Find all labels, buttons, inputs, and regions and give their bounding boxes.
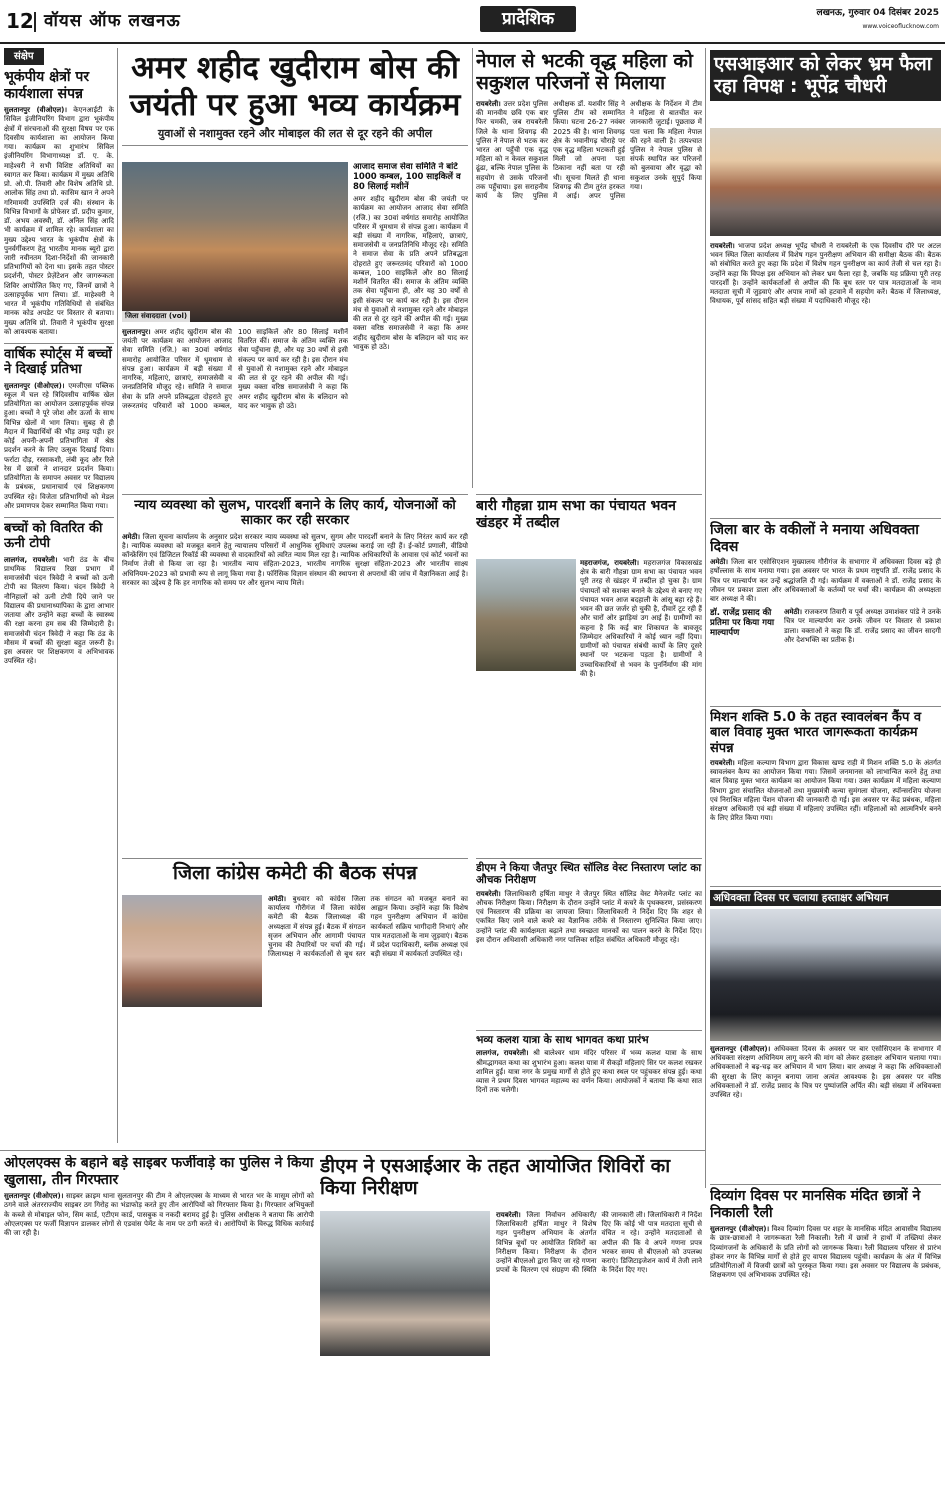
solid-waste-headline: डीएम ने किया जैतपुर स्थित सॉलिड वेस्ट निस्तारण प्लांट का औचक निरीक्षण [476, 862, 702, 887]
dm-sir-photo [320, 1211, 490, 1356]
lawyers-day-sub-body [784, 608, 941, 645]
congress-dateline: अमेठी। [268, 895, 287, 903]
mission-headline: मिशन शक्ति 5.0 के तहत स्वावलंबन कैंप व बाल विवाह मुक्त भारत जागरूकता कार्यक्रम संपन्न [710, 710, 922, 756]
gauhanna-body [580, 559, 702, 852]
column-rule [117, 48, 118, 1143]
brief-column [4, 48, 114, 1143]
nepal-body [476, 100, 702, 470]
sir-body [710, 242, 941, 512]
lawyers-day-text: जिला बार एसोसिएशन मुख्यालय गौरीगंज के सभागार में अधिवक्ता दिवस बड़े ही हर्षोल्लास के साथ मनाया गया। इस अवसर पर भारत के प्रथम राष्ट्रपति डॉ. राजेंद्र प्रसाद के चित्र पर माल्यार्पण कर उन्हें श्रद्धांजलि दी गई। कार्यक्रम में वक्ताओं ने डॉ. राजेंद्र प्रसाद के जीवन पर प्रकाश डाला और अधिवक्ताओं के कर्तव्यों पर चर्चा की। कार्यक्रम की अध्यक्षता बार अध्यक्ष ने की। [710, 558, 941, 603]
lead-dateline: सुलतानपुर। [122, 328, 151, 336]
cyber-body [4, 1192, 314, 1238]
congress-headline: जिला कांग्रेस कमेटी की बैठक संपन्न [173, 862, 417, 884]
congress-body [268, 895, 468, 1146]
cyber-text: साइबर क्राइम थाना सुलतानपुर की टीम ने ओएलएक्स के माध्यम से भारत भर के मासूम लोगों को ठगने वाले अंतरराज्यीय साइबर ठग गिरोह का भंडाफोड़ करते हुए तीन आरोपियों को गिरफ्तार किया है। गिरफ्तार अभियुक्तों के कब्जे से मोबाइल फोन, सिम कार्ड, एटीएम कार्ड, पासबुक व नकदी बरामद हुई है। पुलिस अधीक्षक ने बताया कि आरोपी ओएलएक्स पर फर्जी विज्ञापन डालकर लोगों से एडवांस पेमेंट के नाम पर ठगी करते थे। आरोपियों के विरुद्ध विधिक कार्रवाई की जा रही है। [4, 1192, 314, 1237]
dm-sir-story [320, 1155, 702, 1495]
nepal-story [476, 50, 702, 490]
lead-body [122, 328, 348, 490]
kalash-dateline: लालगंज, रायबरेली। [476, 1049, 529, 1058]
congress-story [122, 858, 468, 1146]
cyber-dateline: सुलतानपुर (वीओएल)। [4, 1192, 64, 1201]
dm-sir-headline: डीएम ने एसआईआर के तहत आयोजित शिविरों का किया निरीक्षण [320, 1155, 671, 1200]
lawyers-day-story [710, 518, 941, 703]
gauhanna-story [476, 494, 702, 852]
column-rule [705, 48, 706, 1188]
sir-text: भाजपा प्रदेश अध्यक्ष भूपेंद्र चौधरी ने रायबरेली के एक दिवसीय दौरे पर अटल भवन स्थित जिला कार्यालय में विशेष गहन पुनरीक्षण अभियान की समीक्षा बैठक की। बैठक को संबोधित करते हुए कहा कि प्रदेश में विशेष गहन पुनरीक्षण का कार्य तेजी से चल रहा है। उन्होंने कहा कि विपक्ष इस अभियान को लेकर भ्रम फैला रहा है, जबकि यह प्रक्रिया पूरी तरह पारदर्शी है। उन्होंने कार्यकर्ताओं से अपील की कि बूथ स्तर पर पात्र मतदाताओं के नाम मतदाता सूची में जुड़वाएं और अपात्र नामों को हटवाने में सहयोग करें। बैठक में जिलाध्यक्ष, विधायक, पूर्व सांसद सहित बड़ी संख्या में पदाधिकारी मौजूद रहे। [710, 242, 941, 306]
kalash-headline: भव्य कलश यात्रा के साथ भागवत कथा प्रारंभ [476, 1034, 649, 1046]
cyber-headline: ओएलएक्स के बहाने बड़े साइबर फर्जीवाड़े का पुलिस ने किया खुलासा, तीन गिरफ्तार [4, 1155, 314, 1188]
dm-sir-body [496, 1211, 702, 1495]
lead-story [122, 50, 468, 490]
brief-3-headline: बच्चों को वितरित की ऊनी टोपी [4, 517, 114, 552]
divyang-story [710, 1184, 941, 1496]
nyay-body [122, 533, 468, 588]
lawyers-day-headline: जिला बार के वकीलों ने मनाया अधिवक्ता दिवस [710, 522, 919, 555]
lead-photo [122, 162, 348, 322]
dm-sir-text: जिला निर्वाचन अधिकारी/जिलाधिकारी हर्षिता माथुर ने विशेष गहन पुनरीक्षण अभियान के अंतर्गत विभिन्न बूथों पर आयोजित शिविरों का निरीक्षण किया। निरीक्षण के दौरान उन्होंने बीएलओ द्वारा किए जा रहे गणना प्रपत्रों के वितरण एवं संग्रहण की स्थिति की जानकारी ली। जिलाधिकारी ने निर्देश दिए कि कोई भी पात्र मतदाता सूची से वंचित न रहे। उन्होंने मतदाताओं से अपील की कि वे अपने गणना प्रपत्र भरकर समय से बीएलओ को उपलब्ध कराएं। डिजिटाइजेशन कार्य में तेजी लाने के निर्देश दिए गए। [496, 1211, 702, 1275]
lawyers-day-sub-dateline: अमेठी। [784, 608, 803, 617]
brief-3-text: भारी ठंड के बीच प्राथमिक विद्यालय रिछा प्रभाग में समाजसेवी चंदन त्रिवेदी ने बच्चों को ऊनी टोपी का वितरण किया। चंदन त्रिवेदी ने नौनिहालों को ऊनी टोपी दिये जाने पर विद्यालय की प्रधानाध्यापिका के द्वारा आभार जताया और उन्होंने कहा बच्चों के स्वास्थ्य की रक्षा करना हम सब की जिम्मेदारी है। समाजसेवी चंदन त्रिवेदी ने कहा कि ठंड के मौसम में बच्चों की सुरक्षा बहुत जरूरी है। इस अवसर पर शिक्षकगण व अभिभावक उपस्थित रहे। [4, 555, 114, 666]
nyay-dateline: अमेठी। [122, 532, 141, 541]
signature-headline: अधिवक्ता दिवस पर चलाया हस्ताक्षर अभियान [710, 890, 941, 906]
signature-story [710, 886, 941, 1178]
kalash-text: श्री बालेश्वर धाम मंदिर परिसर में भव्य कलश यात्रा के साथ श्रीमद्भागवत कथा का शुभारंभ हुआ। कलश यात्रा में सैकड़ों महिलाएं सिर पर कलश रखकर शामिल हुईं। यात्रा नगर के प्रमुख मार्गों से होते हुए कथा स्थल पर पहुंचकर संपन्न हुई। कथा व्यास ने प्रथम दिवस भागवत महात्म्य का वर्णन किया। आयोजकों ने बताया कि कथा सात दिनों तक चलेगी। [476, 1049, 702, 1095]
newspaper-name: वॉयस ऑफ लखनऊ [44, 11, 181, 31]
nyay-headline: न्याय व्यवस्था को सुलभ, पारदर्शी बनाने के लिए कार्य, योजनाओं को साकार कर रही सरकार [134, 498, 456, 529]
brief-1-headline: भूकंपीय क्षेत्रों पर कार्यशाला संपन्न [4, 69, 90, 102]
row-rule [0, 1150, 705, 1151]
divyang-body [710, 1225, 941, 1280]
gauhanna-headline: बारी गौहन्ना ग्राम सभा का पंचायत भवन खंडहर में तब्दील [476, 498, 676, 531]
brief-3-body [4, 556, 114, 667]
lead-side-body: अमर शहीद खुदीराम बोस की जयंती पर कार्यक्रम का आयोजन आजाद सेवा समिति (रजि.) का 30वां वर्षगांठ समारोह आयोजित परिसर में धूमधाम से संपन्न हुआ। कार्यक्रम में बड़ी संख्या में नागरिक, महिलाएं, छात्राएं, समाजसेवी व जनप्रतिनिधि मौजूद रहे। समिति ने समाज सेवा के प्रति अपने प्रतिबद्धता दोहराते हुए जरूरतमंद परिवारों को 1000 कम्बल, 100 साइकिलें और 80 सिलाई मशीनें वितरित कीं। समाज के अंतिम व्यक्ति तक सेवा पहुँचाना ही, और यह 30 वर्षों से इसी संकल्प पर कार्य कर रही है। इस दौरान मंच से युवाओं से नशामुक्त रहने और मोबाइल की लत से दूर रहने की अपील की गई। मुख्य वक्ता वरिष्ठ समाजसेवी ने कहा कि अमर शहीद खुदीराम बोस के बलिदान को याद कर भावुक हो उठे। [353, 195, 468, 351]
lawyers-day-sub [710, 608, 941, 645]
nepal-text: उत्तर प्रदेश पुलिस की मानवीय छवि एक बार फिर चमकी, जब रायबरेली जिले के थाना शिवगढ़ की पुलिस ने नेपाल से भटक कर भारत आ पहुँची एक वृद्ध महिला को न केवल सकुशल ढूंढा, बल्कि नेपाल पुलिस के सहयोग से उसके परिजनों तक पहुँचाया। इस सराहनीय कार्य के लिए पुलिस अधीक्षक डॉ. यशवीर सिंह ने पुलिस टीम को सम्मानित किया। घटना 26-27 नवंबर 2025 की है। थाना शिवगढ़ क्षेत्र के भवानीगढ़ चौराहे पर एक वृद्ध महिला भटकती हुई मिली जो अपना पता ठिकाना नहीं बता पा रही थी। सूचना मिलते ही थाना शिवगढ़ की टीम तुरंत हरकत में आई। अपर पुलिस अधीक्षक के निर्देशन में टीम ने महिला से बातचीत कर जानकारी जुटाई। पूछताछ में पता चला कि महिला नेपाल की रहने वाली है। तत्पश्चात पुलिस ने नेपाल पुलिस से संपर्क स्थापित कर परिजनों को बुलवाया और वृद्धा को सकुशल उनके सुपुर्द किया गया। [476, 99, 702, 201]
brief-3-dateline: लालगंज, रायबरेली। [4, 555, 58, 564]
signature-text: अधिवक्ता दिवस के अवसर पर बार एसोसिएशन के सभागार में अधिवक्ता संरक्षण अधिनियम लागू करने की मांग को लेकर हस्ताक्षर अभियान चलाया गया। अधिवक्ताओं ने बढ़-चढ़ कर अभियान में भाग लिया। बार अध्यक्ष ने कहा कि अधिवक्ताओं की सुरक्षा के लिए कानून बनाया जाना अत्यंत आवश्यक है। इस अवसर पर वरिष्ठ अधिवक्ताओं ने डॉ. राजेंद्र प्रसाद के चित्र पर पुष्पांजलि अर्पित की। बड़ी संख्या में अधिवक्ता उपस्थित रहे। [710, 1045, 941, 1100]
lead-headline: अमर शहीद खुदीराम बोस की जयंती पर हुआ भव्य कार्यक्रम [129, 50, 461, 123]
solid-waste-body [476, 890, 702, 945]
brief-1-dateline: सुलतानपुर (वीओएल)। [4, 106, 68, 115]
column-rule [472, 48, 473, 488]
page-number: 12 [6, 9, 34, 33]
brief-2-body [4, 382, 114, 511]
sir-photo [710, 128, 941, 236]
sir-headline: एसआइआर को लेकर भ्रम फैला रहा विपक्ष : भूपेंद्र चौधरी [710, 50, 941, 101]
nepal-dateline: रायबरेली। [476, 99, 501, 108]
mission-text: महिला कल्याण विभाग द्वारा विकास खण्ड राही में मिशन शक्ति 5.0 के अंतर्गत स्वावलंबन कैम्प का आयोजन किया गया। जिसमें जनमानस को लाभान्वित करने हेतु तथा बाल विवाह मुक्त भारत कार्यक्रम का आयोजन किया गया। उक्त कार्यक्रम में महिला कल्याण विभाग द्वारा संचालित योजनाओं तथा मुख्यमंत्री कन्या सुमंगला योजना, स्पॉन्सरशिप योजना एवं निराश्रित महिला पेंशन योजना की जानकारी दी गई। इस अवसर पर केंद्र प्रबंधक, महिला संरक्षण अधिकारी एवं बड़ी संख्या में महिलाएं उपस्थित रहीं। महिलाओं को आत्मनिर्भर बनने के लिए प्रेरित किया गया। [710, 758, 941, 823]
website-url: www.voiceoflucknow.com [862, 23, 939, 30]
mission-body [710, 759, 941, 824]
issue-date: लखनऊ, गुरुवार 04 दिसंबर 2025 [816, 8, 939, 18]
nyay-story [122, 494, 468, 852]
lead-side-headline: आजाद समाज सेवा समिति ने बांटे 1000 कम्बल, 100 साइकिलें व 80 सिलाई मशीनें [353, 162, 461, 193]
solid-waste-text: जिलाधिकारी हर्षिता माथुर ने जैतपुर स्थित सॉलिड वेस्ट मैनेजमेंट प्लांट का औचक निरीक्षण किया। निरीक्षण के दौरान उन्होंने प्लांट में कचरे के पृथक्करण, प्रसंस्करण एवं निस्तारण की प्रक्रिया का जायजा लिया। जिलाधिकारी ने निर्देश दिए कि शहर से एकत्रित किए जाने वाले कचरे का वैज्ञानिक तरीके से निस्तारण सुनिश्चित किया जाए। उन्होंने प्लांट की कार्यक्षमता बढ़ाने तथा स्वच्छता मानकों का पालन करने के निर्देश दिए। इस दौरान अधिशासी अधिकारी नगर पालिका सहित संबंधित अधिकारी मौजूद रहे। [476, 889, 702, 944]
solid-waste-dateline: रायबरेली। [476, 889, 501, 898]
lawyers-day-sub-text: राजकरण तिवारी व पूर्व अध्यक्ष उमाशंकर पांडे ने उनके चित्र पर माल्यार्पण कर उनके जीवन पर विस्तार से प्रकाश डाला। वक्ताओं ने कहा कि डॉ. राजेंद्र प्रसाद का जीवन सादगी और देशभक्ति का प्रतीक है। [784, 608, 941, 644]
divyang-headline: दिव्यांग दिवस पर मानसिक मंदित छात्रों ने निकाली रैली [710, 1188, 921, 1221]
nepal-headline: नेपाल से भटकी वृद्ध महिला को सकुशल परिजनों से मिलाया [476, 50, 693, 95]
lead-subheadline: युवाओं से नशामुक्त रहने और मोबाइल की लत से दूर रहने की अपील [122, 127, 468, 146]
lawyers-day-dateline: अमेठी। [710, 558, 729, 567]
cyber-story [4, 1155, 314, 1495]
lead-side-text [353, 162, 468, 490]
brief-1-text: केएनआईटी के सिविल इंजीनियरिंग विभाग द्वारा भूकंपीय क्षेत्रों में संरचनाओं की सुरक्षा विषय पर एक दिवसीय कार्यशाला का आयोजन किया गया। कार्यक्रम का शुभारंभ सिविल इंजीनियरिंग विभागाध्यक्ष डॉ. ए. के. माहेश्वरी ने सभी विशिष्ट अतिथियों का स्वागत कर किया। कार्यक्रम में मुख्य अतिथि प्रो. ओ.पी. तिवारी और विशेष अतिथि प्रो. आलोक सिंह तथा प्रो. कासिम खान ने अपने गरिमामयी उपस्थिति दर्ज की। संस्थान के विभिन्न विभागों के प्रोफेसर डॉ. प्रदीप कुमार, डॉ. अभय अवस्थी, डॉ. अनिल सिंह आदि भी कार्यक्रम में शामिल रहे। कार्यशाला का मुख्य उद्देश्य भारत के भूकंपीय क्षेत्रों के पुनर्वर्गीकरण हेतु भारतीय मानक ब्यूरो द्वारा जारी नवीनतम दिशा-निर्देशों की जानकारी प्रतिभागियों को देना था। इसके तहत पोस्टर प्रदर्शनी, पोस्टर प्रेज़ेंटेशन और जागरूकता शिविर आयोजित किए गए, जिनमें छात्रों ने उत्साहपूर्वक भाग लिया। डॉ. माहेश्वरी ने भारत में भूकंपीय गतिविधियों से संबंधित मानक कोड अपडेट पर विस्तार से बताया। मुख्य अतिथि प्रो. तिवारी ने भूकंपीय सुरक्षा को आवश्यक बताया। [4, 106, 114, 336]
brief-label: संक्षेप [4, 48, 44, 65]
nyay-text: जिला सूचना कार्यालय के अनुसार प्रदेश सरकार न्याय व्यवस्था को सुलभ, सुगम और पारदर्शी बनाने के लिए निरंतर कार्य कर रही है। न्यायिक व्यवस्था को मजबूत बनाने हेतु न्यायालय परिसरों में आधुनिक सुविधाएं उपलब्ध कराई जा रही हैं। ई-कोर्ट प्रणाली, वीडियो कॉन्फ्रेंसिंग एवं डिजिटल रिकॉर्ड की व्यवस्था से वादकारियों को त्वरित न्याय मिल रहा है। न्यायिक अधिकारियों के आवास एवं कोर्ट भवनों का निर्माण तेजी से किया जा रहा है। भारतीय न्याय संहिता-2023, भारतीय नागरिक सुरक्षा संहिता-2023 और भारतीय साक्ष्य अधिनियम-2023 को प्रभावी रूप से लागू किया गया है। फॉरेंसिक विज्ञान संस्थान की स्थापना से अपराधों की जांच में वैज्ञानिकता आई है। सरकार का उद्देश्य है कि हर नागरिक को समय पर और सुलभ न्याय मिले। [122, 532, 468, 587]
masthead-divider [34, 12, 36, 32]
divyang-text: विश्व दिव्यांग दिवस पर शहर के मानसिक मंदित आवासीय विद्यालय के छात्र-छात्राओं ने जागरूकता रैली निकाली। रैली में छात्रों ने हाथों में तख्तियां लेकर दिव्यांगजनों के अधिकारों के प्रति लोगों को जागरूक किया। रैली विद्यालय परिसर से प्रारंभ होकर नगर के विभिन्न मार्गों से होते हुए वापस विद्यालय पहुंची। कार्यक्रम के अंत में विभिन्न प्रतियोगिताओं में विजयी छात्रों को पुरस्कृत किया गया। इस अवसर पर विद्यालय के प्रबंधक, शिक्षकगण एवं अभिभावक उपस्थित रहे। [710, 1225, 941, 1280]
sir-story [710, 50, 941, 512]
sir-dateline: रायबरेली। [710, 242, 735, 250]
mission-dateline: रायबरेली। [710, 758, 735, 767]
brief-2-text: एमजीएस पब्लिक स्कूल में चल रहे त्रिदिवसीय वार्षिक खेल प्रतियोगिता का आयोजन उत्साहपूर्वक संपन्न हुआ। बच्चों ने पूरे जोश और ऊर्जा के साथ विभिन्न खेलों में भाग लिया। सुबह से ही मैदान में विद्यार्थियों की भीड़ उमड़ पड़ी। हर कोई अपनी-अपनी प्रतिभागिता में श्रेष्ठ प्रदर्शन करने के लिए उत्सुक दिखाई दिया। फर्राटा दौड़, रस्साकशी, लंबी कूद और रिले रेस में छात्रों ने शानदार प्रदर्शन किया। प्रतियोगिता के समापन अवसर पर विद्यालय के प्रबंधक, प्रधानाचार्य एवं शिक्षकगण उपस्थित रहे। विजेता प्रतिभागियों को मेडल और प्रमाणपत्र देकर सम्मानित किया गया। [4, 381, 114, 510]
masthead [0, 0, 945, 44]
solid-waste-story [476, 858, 702, 1028]
lead-photo-caption: जिला संवाददाता (vol) [122, 311, 190, 322]
kalash-body [476, 1049, 702, 1095]
dm-sir-dateline: रायबरेली। [496, 1211, 521, 1219]
signature-dateline: सुलतानपुर (वीओएल)। [710, 1045, 771, 1053]
brief-2-headline: वार्षिक स्पोर्ट्स में बच्चों ने दिखाई प्रतिभा [4, 343, 114, 378]
lead-text: अमर शहीद खुदीराम बोस की जयंती पर कार्यक्रम का आयोजन आजाद सेवा समिति (रजि.) का 30वां वर्षगांठ समारोह आयोजित परिसर में धूमधाम से संपन्न हुआ। कार्यक्रम में बड़ी संख्या में नागरिक, महिलाएं, छात्राएं, समाजसेवी व जनप्रतिनिधि मौजूद रहे। समिति ने समाज सेवा के प्रति अपने प्रतिबद्धता दोहराते हुए जरूरतमंद परिवारों को 1000 कम्बल, 100 साइकिलें और 80 सिलाई मशीनें वितरित कीं। समाज के अंतिम व्यक्ति तक सेवा पहुँचाना ही, और यह 30 वर्षों से इसी संकल्प पर कार्य कर रही है। इस दौरान मंच से युवाओं से नशामुक्त रहने और मोबाइल की लत से दूर रहने की अपील की गई। मुख्य वक्ता वरिष्ठ समाजसेवी ने कहा कि अमर शहीद खुदीराम बोस के बलिदान को याद कर भावुक हो उठे। [122, 328, 348, 410]
signature-body [710, 1045, 941, 1178]
kalash-story [476, 1030, 702, 1146]
lawyers-day-body [710, 558, 941, 604]
brief-1-body [4, 106, 114, 337]
divyang-dateline: सुलतानपुर (वीओएल)। [710, 1225, 770, 1234]
mission-story [710, 706, 941, 886]
brief-2-dateline: सुलतानपुर (वीओएल)। [4, 381, 65, 390]
gauhanna-photo [476, 559, 576, 671]
gauhanna-dateline: महराजगंज, रायबरेली। [580, 559, 640, 567]
congress-text: बुधवार को कांग्रेस जिला कार्यालय गौरीगंज में जिला कांग्रेस कमेटी की बैठक जिलाध्यक्ष की अध्यक्षता में संपन्न हुई। बैठक में संगठन सृजन अभियान और आगामी पंचायत चुनाव की तैयारियों पर चर्चा की गई। जिलाध्यक्ष ने कार्यकर्ताओं से बूथ स्तर तक संगठन को मजबूत बनाने का आह्वान किया। उन्होंने कहा कि विशेष गहन पुनरीक्षण अभियान में कांग्रेस कार्यकर्ता सक्रिय भागीदारी निभाएं और पात्र मतदाताओं के नाम जुड़वाएं। बैठक में प्रदेश पदाधिकारी, ब्लॉक अध्यक्ष एवं बड़ी संख्या में कार्यकर्ता उपस्थित रहे। [268, 895, 468, 959]
congress-photo [122, 895, 262, 1007]
gauhanna-text: महराजगंज विकासखंड क्षेत्र के बारी गौहन्ना ग्राम सभा का पंचायत भवन पूरी तरह से खंडहर में तब्दील हो चुका है। ग्राम पंचायतों को सशक्त बनाने के उद्देश्य से बनाए गए पंचायत भवन आज बदहाली के आंसू बहा रहे हैं। भवन की छत जर्जर हो चुकी है, दीवारें टूट रही हैं और चारों ओर झाड़ियां उग आई हैं। ग्रामीणों का कहना है कि कई बार शिकायत के बावजूद जिम्मेदार अधिकारियों ने कोई ध्यान नहीं दिया। ग्रामीणों को पंचायत संबंधी कार्यों के लिए दूसरे स्थानों पर भटकना पड़ता है। ग्रामीणों ने उच्चाधिकारियों से भवन के पुनर्निर्माण की मांग की है। [580, 559, 702, 678]
signature-photo [710, 909, 941, 1041]
lawyers-day-subheadline: डॉ. राजेंद्र प्रसाद की प्रतिमा पर किया गया माल्यार्पण [710, 608, 775, 639]
section-title: प्रादेशिक [480, 6, 576, 32]
